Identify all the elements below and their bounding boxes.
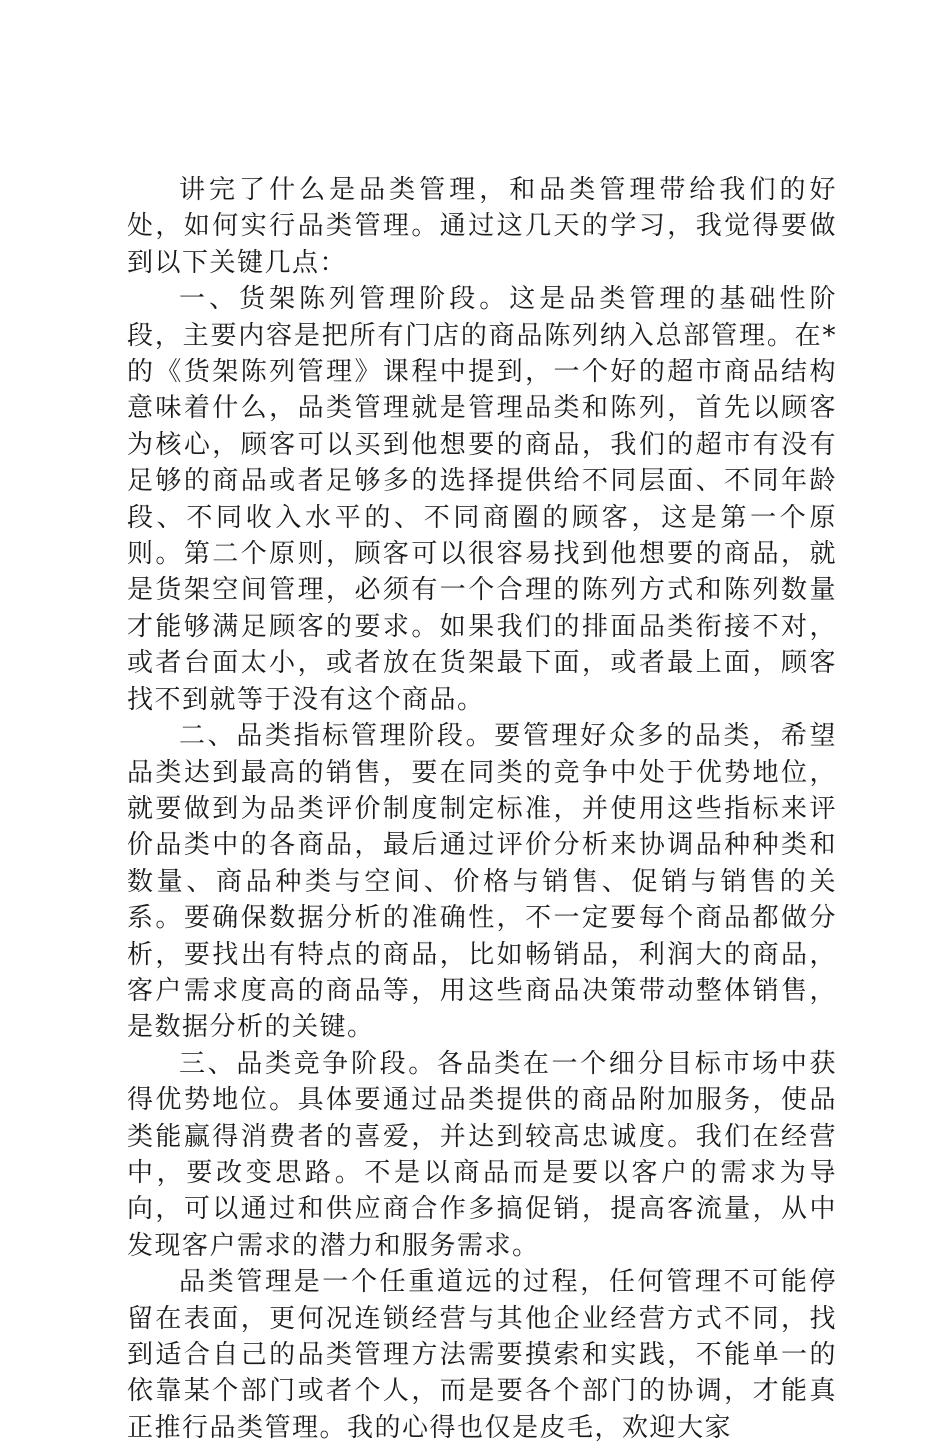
paragraph-intro: 讲完了什么是品类管理，和品类管理带给我们的好处，如何实行品类管理。通过这几天的学习，我觉得要做到以下关键几点：	[127, 175, 837, 278]
document-body	[127, 172, 837, 1446]
paragraph-category-competition-stage: 三、品类竞争阶段。各品类在一个细分目标市场中获得优势地位。具体要通过品类提供的商品附加服务，使品类能赢得消费者的喜爱，并达到较高忠诚度。我们在经营中，要改变思路。不是以商品而是要以客户的需求为导向，可以通过和供应商合作多搞促销，提高客流量，从中发现客户需求的潜力和服务需求。	[127, 1048, 837, 1261]
paragraph-category-metrics-stage: 二、品类指标管理阶段。要管理好众多的品类，希望品类达到最高的销售，要在同类的竞争中处于优势地位，就要做到为品类评价制度制定标准，并使用这些指标来评价品类中的各商品，最后通过评价分析来协调品种种类和数量、商品种类与空间、价格与销售、促销与销售的关系。要确保数据分析的准确性，不一定要每个商品都做分析，要找出有特点的商品，比如畅销品，利润大的商品，客户需求度高的商品等，用这些商品决策带动整体销售，是数据分析的关键。	[127, 721, 837, 1043]
paragraph-shelf-display-stage: 一、货架陈列管理阶段。这是品类管理的基础性阶段，主要内容是把所有门店的商品陈列纳入总部管理。在*的《货架陈列管理》课程中提到，一个好的超市商品结构意味着什么，品类管理就是管理品类和陈列，首先以顾客为核心，顾客可以买到他想要的商品，我们的超市有没有足够的商品或者足够多的选择提供给不同层面、不同年龄段、不同收入水平的、不同商圈的顾客，这是第一个原则。第二个原则，顾客可以很容易找到他想要的商品，就是货架空间管理，必须有一个合理的陈列方式和陈列数量才能够满足顾客的要求。如果我们的排面品类衔接不对，或者台面太小，或者放在货架最下面，或者最上面，顾客找不到就等于没有这个商品。	[127, 284, 837, 715]
paragraph-conclusion: 品类管理是一个任重道远的过程，任何管理不可能停留在表面，更何况连锁经营与其他企业经营方式不同，找到适合自己的品类管理方法需要摸索和实践，不能单一的依靠某个部门或者个人，而是要各个部门的协调，才能真正推行品类管理。我的心得也仅是皮毛，欢迎大家	[127, 1267, 837, 1443]
